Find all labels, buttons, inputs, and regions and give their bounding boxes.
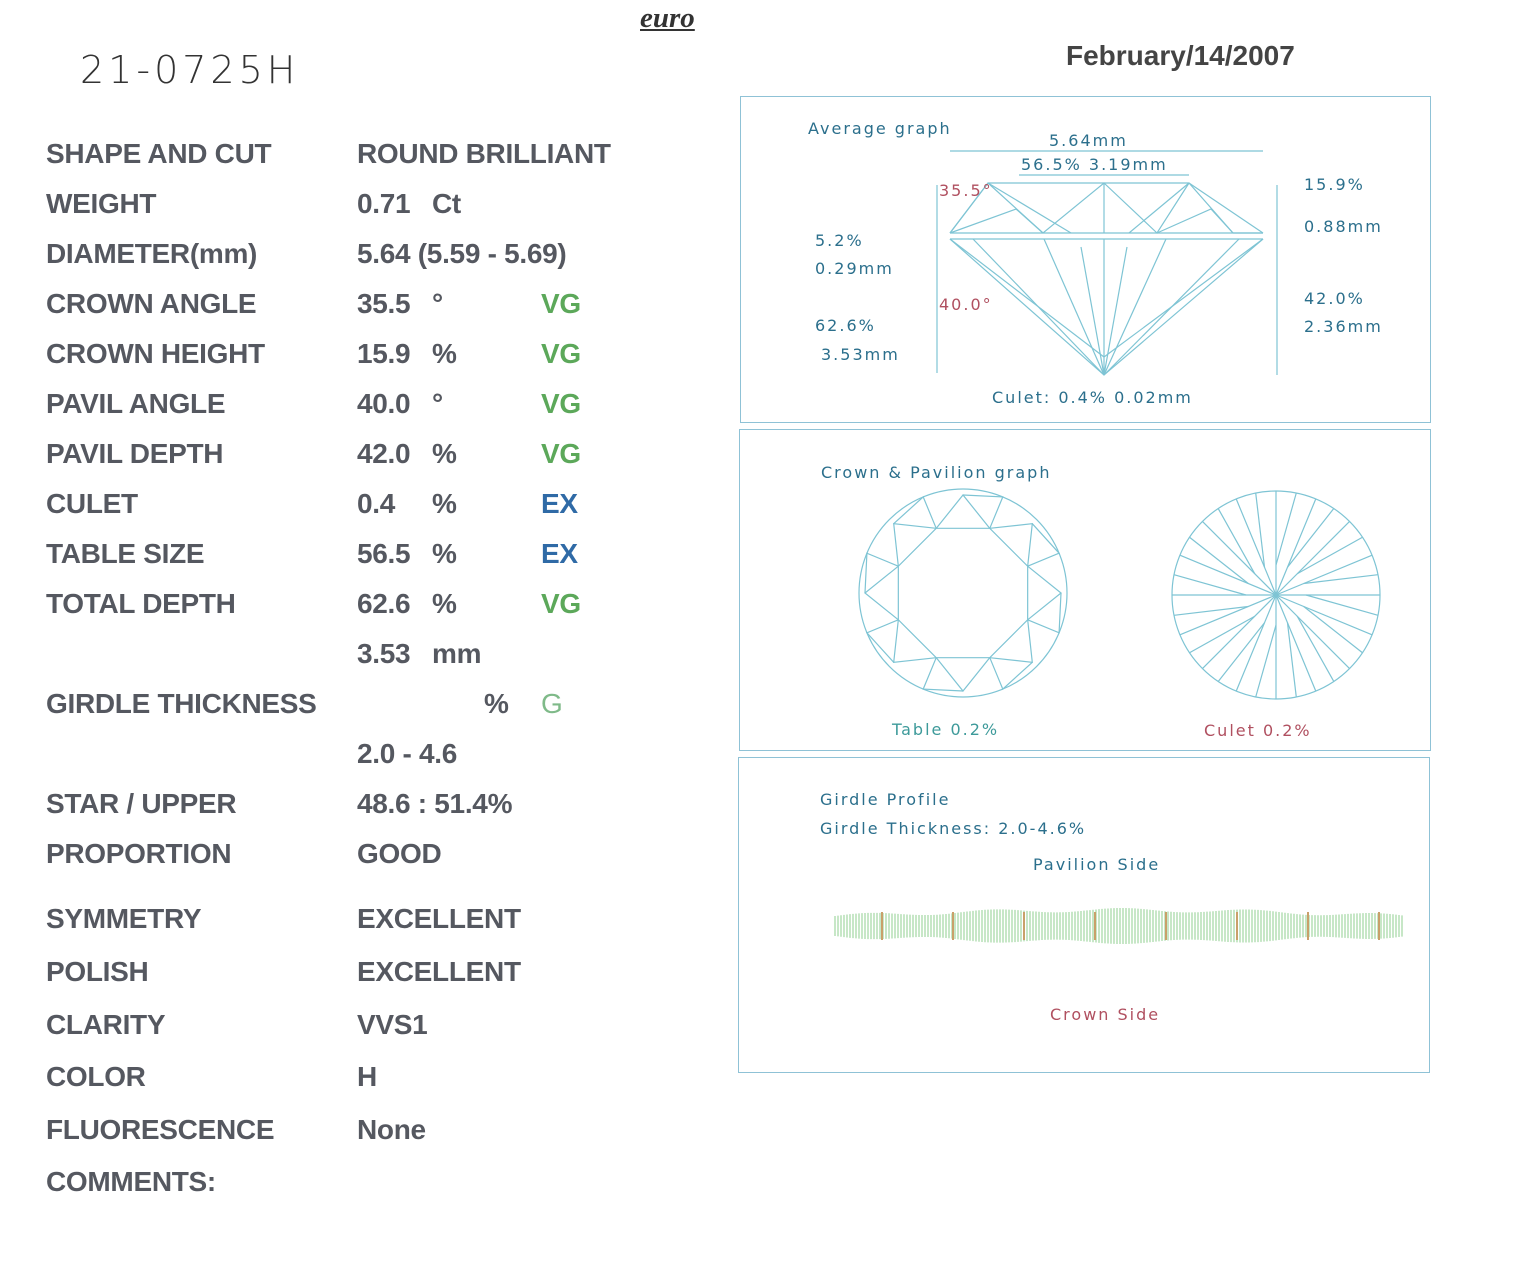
spec-row (0, 488, 700, 528)
spec-unit: % (484, 688, 509, 719)
spec-grade: VG (541, 588, 581, 619)
spec-value: 15.9 (357, 338, 411, 369)
culet-caption: Culet 0.2% (1204, 721, 1312, 740)
spec-row (0, 903, 700, 943)
spec-label: POLISH (46, 956, 149, 987)
crown-height-pct-label: 15.9% (1304, 175, 1365, 194)
pavilion-main-facet (1276, 521, 1350, 595)
spec-unit: % (432, 438, 457, 469)
spec-row (0, 688, 700, 728)
handwritten-id: 21-0725H (80, 48, 300, 92)
spec-label: COLOR (46, 1061, 146, 1092)
spec-label: CROWN ANGLE (46, 288, 257, 319)
upper-girdle-facet (865, 553, 898, 593)
pavilion-main-facet (1202, 595, 1276, 669)
spec-unit: % (432, 338, 457, 369)
pavilion-main-facet (1276, 595, 1350, 669)
star-facet (894, 620, 937, 663)
spec-value: None (357, 1114, 426, 1145)
pavilion-depth-mm-label: 2.36mm (1304, 317, 1383, 336)
spec-row (0, 1009, 700, 1049)
average-graph-panel (740, 96, 1431, 423)
girdle-pct-label: 5.2% (815, 231, 864, 250)
pavilion-depth-pct-label: 42.0% (1304, 289, 1365, 308)
star-facet (894, 524, 937, 567)
spec-value: 35.5 (357, 288, 411, 319)
upper-girdle-facet (867, 620, 898, 663)
total-depth-pct-label: 62.6% (815, 316, 876, 335)
spec-value: EXCELLENT (357, 956, 521, 987)
spec-row (0, 1061, 700, 1101)
spec-value: 0.4 (357, 488, 396, 519)
upper-girdle-facet (963, 495, 1003, 528)
girdle-profile-panel (738, 757, 1430, 1073)
upper-girdle-facet (990, 658, 1033, 689)
spec-grade: EX (541, 538, 578, 569)
spec-label: TABLE SIZE (46, 538, 205, 569)
spec-value: GOOD (357, 838, 442, 869)
spec-grade: VG (541, 288, 581, 319)
pavilion-angle-label: 40.0° (939, 295, 993, 314)
lower-girdle-facet (1287, 509, 1333, 568)
pavilion-view-icon (1172, 491, 1380, 699)
pavilion-main-facet (1202, 521, 1276, 595)
star-facet (936, 495, 990, 528)
table-caption: Table 0.2% (892, 720, 1000, 739)
spec-value: 0.71 (357, 188, 411, 219)
spec-label: CROWN HEIGHT (46, 338, 265, 369)
spec-label: CLARITY (46, 1009, 166, 1040)
spec-value: 56.5 (357, 538, 411, 569)
lower-girdle-facet (1304, 606, 1363, 652)
spec-grade: VG (541, 438, 581, 469)
spec-value: 3.53 (357, 638, 411, 669)
spec-row (0, 1166, 700, 1206)
spec-label: DIAMETER(mm) (46, 238, 258, 269)
spec-row (0, 638, 700, 678)
spec-row (0, 188, 700, 228)
star-facet (865, 566, 898, 620)
girdle-thickness-label: Girdle Thickness: 2.0-4.6% (820, 819, 1087, 838)
spec-unit: % (432, 588, 457, 619)
upper-girdle-facet (1028, 524, 1059, 567)
lower-girdle-facet (1190, 537, 1249, 583)
spec-label: PAVIL ANGLE (46, 388, 226, 419)
spec-label: GIRDLE THICKNESS (46, 688, 317, 719)
crown-height-mm-label: 0.88mm (1304, 217, 1383, 236)
spec-label: WEIGHT (46, 188, 157, 219)
spec-value: 40.0 (357, 388, 411, 419)
star-facet (990, 620, 1033, 663)
lower-girdle-facet (1218, 623, 1264, 682)
spec-unit: ° (432, 388, 443, 419)
spec-value: 62.6 (357, 588, 411, 619)
star-facet (990, 524, 1033, 567)
spec-row (0, 588, 700, 628)
upper-girdle-facet (1028, 593, 1061, 633)
spec-value: ROUND BRILLIANT (357, 138, 611, 169)
upper-girdle-facet (894, 497, 937, 528)
table-facet (898, 528, 1027, 657)
spec-grade: VG (541, 338, 581, 369)
star-facet (936, 658, 990, 691)
brand-logo: euro (640, 2, 695, 34)
spec-label: TOTAL DEPTH (46, 588, 236, 619)
crown-side-label: Crown Side (1050, 1005, 1161, 1024)
crown-angle-label: 35.5° (939, 181, 993, 200)
average-graph-title: Average graph (808, 119, 952, 138)
spec-value: EXCELLENT (357, 903, 521, 934)
spec-label: SYMMETRY (46, 903, 202, 934)
spec-value: 48.6 : 51.4% (357, 788, 513, 819)
star-facet (1028, 566, 1061, 620)
pavilion-side-label: Pavilion Side (1033, 855, 1161, 874)
spec-value: VVS1 (357, 1009, 428, 1040)
spec-value: H (357, 1061, 377, 1092)
spec-row (0, 388, 700, 428)
spec-row (0, 288, 700, 328)
spec-label: PAVIL DEPTH (46, 438, 224, 469)
spec-label: FLUORESCENCE (46, 1114, 275, 1145)
diameter-label: 5.64mm (1049, 131, 1128, 150)
spec-row (0, 738, 700, 778)
crown-pavilion-panel (739, 429, 1431, 751)
upper-girdle-facet (923, 658, 963, 691)
girdle-mm-label: 0.29mm (815, 259, 894, 278)
girdle-profile-title: Girdle Profile (820, 790, 951, 809)
spec-value: 2.0 - 4.6 (357, 738, 458, 769)
table-label: 56.5% 3.19mm (1021, 155, 1168, 174)
spec-grade: EX (541, 488, 578, 519)
crown-view-icon (859, 489, 1067, 697)
total-depth-mm-label: 3.53mm (821, 345, 900, 364)
spec-row (0, 1114, 700, 1154)
spec-grade: G (541, 688, 563, 719)
spec-value: 5.64 (5.59 - 5.69) (357, 238, 567, 269)
spec-grade: VG (541, 388, 581, 419)
spec-label: SHAPE AND CUT (46, 138, 272, 169)
spec-row (0, 338, 700, 378)
spec-row (0, 838, 700, 878)
crown-pavilion-title: Crown & Pavilion graph (821, 463, 1052, 482)
spec-label: CULET (46, 488, 138, 519)
culet-label: Culet: 0.4% 0.02mm (992, 388, 1193, 407)
spec-unit: mm (432, 638, 482, 669)
spec-row (0, 538, 700, 578)
spec-unit: % (432, 538, 457, 569)
spec-unit: ° (432, 288, 443, 319)
spec-unit: Ct (432, 188, 461, 219)
spec-row (0, 956, 700, 996)
spec-row (0, 238, 700, 278)
spec-unit: % (432, 488, 457, 519)
spec-row (0, 788, 700, 828)
spec-label: STAR / UPPER (46, 788, 237, 819)
spec-value: 42.0 (357, 438, 411, 469)
spec-row (0, 138, 700, 178)
spec-label: COMMENTS: (46, 1166, 216, 1197)
spec-row (0, 438, 700, 478)
report-date: February/14/2007 (1066, 40, 1295, 71)
spec-label: PROPORTION (46, 838, 232, 869)
